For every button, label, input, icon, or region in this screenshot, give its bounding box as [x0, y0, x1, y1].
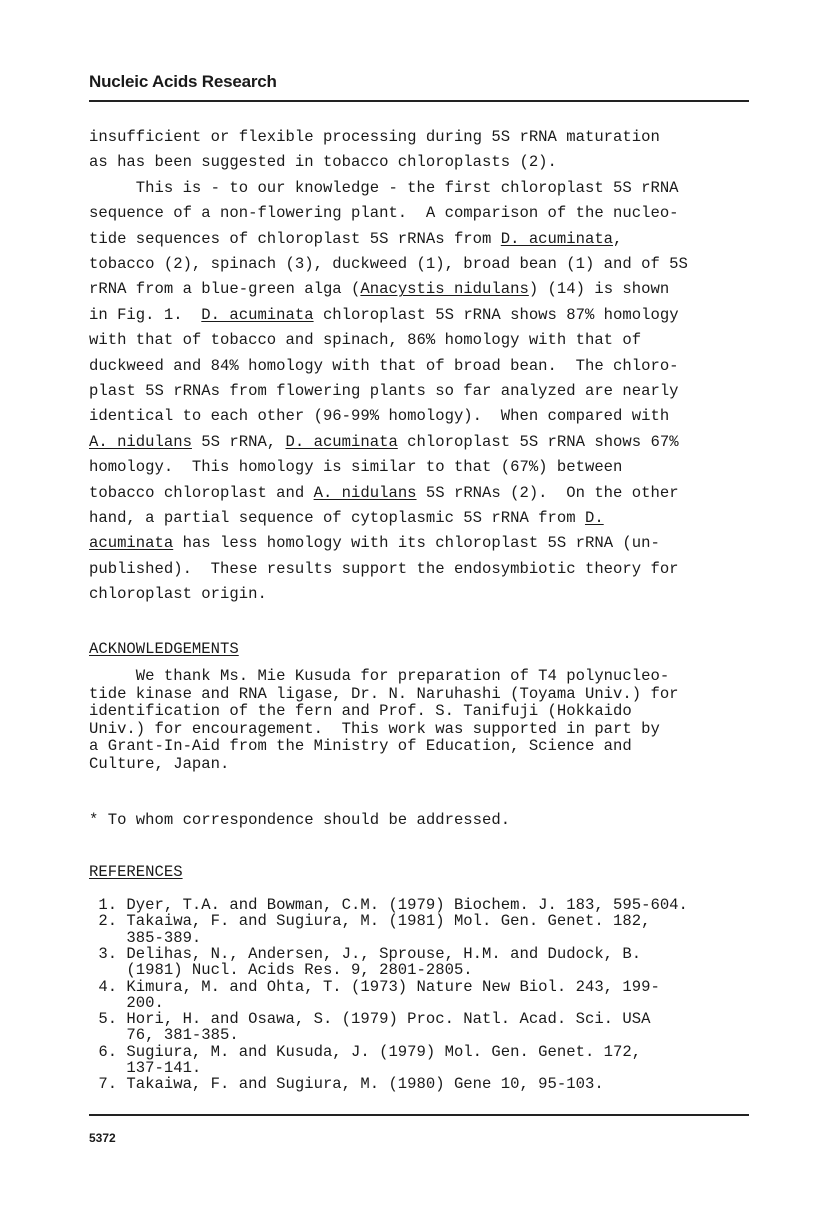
page-number: 5372: [89, 1131, 116, 1145]
reference-line: 3. Delihas, N., Andersen, J., Sprouse, H.M. and Dudock, B.: [89, 944, 642, 963]
body-line: insufficient or flexible processing during 5S rRNA maturation: [89, 128, 660, 146]
body-line: chloroplast origin.: [89, 585, 267, 604]
reference-line: 2. Takaiwa, F. and Sugiura, M. (1981) Mol. Gen. Genet. 182,: [89, 912, 651, 931]
body-line: published). These results support the endosymbiotic theory for: [89, 559, 679, 578]
acknowledgement-line: a Grant-In-Aid from the Ministry of Education, Science and: [89, 737, 632, 756]
acknowledgements-heading: ACKNOWLEDGEMENTS: [89, 640, 239, 658]
body-line: plast 5S rRNAs from flowering plants so far analyzed are nearly: [89, 382, 679, 400]
reference-line: 200.: [89, 993, 164, 1012]
body-line: homology. This homology is similar to that (67%) between: [89, 458, 623, 477]
reference-line: 7. Takaiwa, F. and Sugiura, M. (1980) Gene 10, 95-103.: [89, 1075, 604, 1094]
header-rule: [89, 100, 749, 102]
correspondence-note: * To whom correspondence should be addressed.: [89, 811, 511, 829]
acknowledgement-line: Univ.) for encouragement. This work was supported in part by: [89, 719, 660, 738]
body-line: acuminata has less homology with its chloroplast 5S rRNA (un-: [89, 534, 660, 553]
body-line: as has been suggested in tobacco chloroplasts (2).: [89, 153, 557, 172]
acknowledgement-line: We thank Ms. Mie Kusuda for preparation of T4 polynucleo-: [89, 667, 670, 685]
body-line: A. nidulans 5S rRNA, D. acuminata chloroplast 5S rRNA shows 67%: [89, 432, 679, 451]
reference-line: 76, 381-385.: [89, 1026, 239, 1045]
references-heading: REFERENCES: [89, 863, 183, 881]
acknowledgement-line: identification of the fern and Prof. S. Tanifuji (Hokkaido: [89, 702, 632, 721]
body-line: with that of tobacco and spinach, 86% homology with that of: [89, 331, 642, 350]
reference-line: 137-141.: [89, 1059, 202, 1077]
body-line: in Fig. 1. D. acuminata chloroplast 5S rRNA shows 87% homology: [89, 305, 679, 324]
acknowledgement-line: tide kinase and RNA ligase, Dr. N. Naruhashi (Toyama Univ.) for: [89, 684, 679, 703]
body-line: tobacco chloroplast and A. nidulans 5S rRNAs (2). On the other: [89, 483, 679, 502]
body-line: identical to each other (96-99% homology). When compared with: [89, 407, 670, 426]
body-line: hand, a partial sequence of cytoplasmic 5S rRNA from D.: [89, 509, 604, 527]
body-line: tobacco (2), spinach (3), duckweed (1), broad bean (1) and of 5S: [89, 255, 688, 273]
reference-line: 5. Hori, H. and Osawa, S. (1979) Proc. Natl. Acad. Sci. USA: [89, 1010, 651, 1029]
body-line: This is - to our knowledge - the first chloroplast 5S rRNA: [89, 178, 679, 197]
acknowledgement-line: Culture, Japan.: [89, 755, 230, 773]
footer-rule: [89, 1114, 749, 1116]
body-line: rRNA from a blue-green alga (Anacystis nidulans) (14) is shown: [89, 280, 670, 299]
reference-line: (1981) Nucl. Acids Res. 9, 2801-2805.: [89, 961, 473, 980]
journal-title: Nucleic Acids Research: [89, 72, 277, 91]
body-line: duckweed and 84% homology with that of broad bean. The chloro-: [89, 356, 679, 375]
reference-line: 6. Sugiura, M. and Kusuda, J. (1979) Mol. Gen. Genet. 172,: [89, 1042, 642, 1061]
reference-line: 1. Dyer, T.A. and Bowman, C.M. (1979) Biochem. J. 183, 595-604.: [89, 896, 688, 914]
body-line: tide sequences of chloroplast 5S rRNAs from D. acuminata,: [89, 229, 623, 248]
body-line: sequence of a non-flowering plant. A comparison of the nucleo-: [89, 204, 679, 223]
reference-line: 4. Kimura, M. and Ohta, T. (1973) Nature New Biol. 243, 199-: [89, 977, 660, 996]
reference-line: 385-389.: [89, 928, 202, 947]
